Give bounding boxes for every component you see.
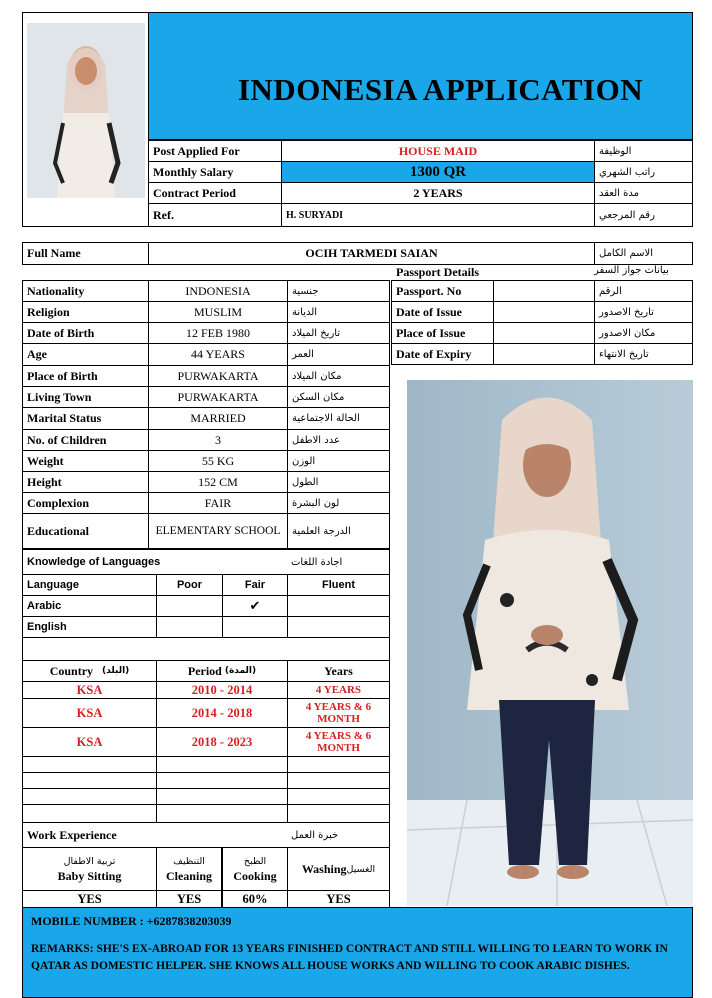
lang-arabic-fair: ✔	[222, 595, 288, 617]
religion-value: MUSLIM	[148, 301, 288, 323]
skill-washing-header	[287, 847, 390, 891]
passport-no-arabic: الرقم	[594, 280, 693, 302]
passport-no-value	[493, 280, 595, 302]
date-of-birth-arabic: تاريخ الميلاد	[287, 322, 390, 344]
weight-arabic: الوزن	[287, 450, 390, 472]
lang-arabic: Arabic	[22, 595, 157, 617]
post-arabic: الوظيفة	[594, 140, 693, 162]
full-body-photo	[407, 380, 693, 906]
lang-arabic-fluent	[287, 595, 390, 617]
nationality-label: Nationality	[22, 280, 149, 302]
passport-title-arabic: بيانات جواز السفر	[594, 265, 669, 276]
place-of-birth-label: Place of Birth	[22, 365, 149, 387]
skill-baby-sitting-arabic: تربية الاطفال	[63, 856, 116, 867]
title-banner	[148, 12, 693, 140]
living-town-label: Living Town	[22, 386, 149, 408]
mobile-number: MOBILE NUMBER : +6287838203039	[31, 914, 232, 928]
empty-cell	[156, 772, 288, 789]
expiry-label: Date of Expiry	[391, 343, 494, 365]
exp-period: 2010 - 2014	[156, 681, 288, 699]
post-label: Post Applied For	[148, 140, 282, 162]
lang-english: English	[22, 616, 157, 638]
skill-baby-sitting-value: YES	[22, 890, 157, 908]
religion-label: Religion	[22, 301, 149, 323]
nationality-arabic: جنسية	[287, 280, 390, 302]
skill-cooking-header	[222, 847, 288, 891]
portrait-photo-small	[22, 12, 149, 227]
skill-cleaning-arabic: التنظيف	[173, 856, 205, 867]
issue-place-arabic: مكان الاصدور	[594, 322, 693, 344]
skill-washing-value: YES	[287, 890, 390, 908]
age-arabic: العمر	[287, 343, 390, 366]
skill-washing-label: Washing	[301, 861, 347, 876]
complexion-arabic: لون البشرة	[287, 492, 390, 514]
expiry-value	[493, 343, 595, 365]
exp-years: 4 YEARS & 6 MONTH	[287, 698, 390, 728]
salary-label: Monthly Salary	[148, 161, 282, 183]
educational-value: ELEMENTARY SCHOOL	[148, 513, 288, 549]
skill-cleaning-header	[156, 847, 222, 891]
issue-date-arabic: تاريخ الاصدور	[594, 301, 693, 323]
contract-value: 2 YEARS	[281, 182, 595, 204]
age-label: Age	[22, 343, 149, 366]
age-value: 44 YEARS	[148, 343, 288, 366]
ref-arabic: رقم المرجعي	[594, 203, 693, 227]
page-title: INDONESIA APPLICATION	[237, 72, 644, 107]
skill-cooking-value: 60%	[222, 890, 288, 908]
skill-cleaning-label: Cleaning	[165, 869, 212, 883]
empty-cell	[22, 804, 157, 823]
empty-cell	[287, 804, 390, 823]
contract-arabic: مدة العقد	[594, 182, 693, 204]
date-of-birth-label: Date of Birth	[22, 322, 149, 344]
empty-cell	[22, 756, 157, 773]
issue-date-value	[493, 301, 595, 323]
ref-value: H. SURYADI	[281, 203, 595, 227]
skill-cooking-label: Cooking	[233, 869, 277, 883]
issue-date-label: Date of Issue	[391, 301, 494, 323]
weight-value: 55 KG	[148, 450, 288, 472]
height-arabic: الطول	[287, 471, 390, 493]
spacer-row	[22, 637, 390, 661]
skill-baby-sitting-label: Baby Sitting	[57, 869, 122, 883]
living-town-value: PURWAKARTA	[148, 386, 288, 408]
lang-arabic-poor	[156, 595, 223, 617]
exp-header-period	[156, 660, 288, 682]
skill-cooking-arabic: الطبخ	[243, 856, 267, 867]
exp-country: KSA	[22, 681, 157, 699]
exp-country: KSA	[22, 698, 157, 728]
religion-arabic: الديانة	[287, 301, 390, 323]
empty-cell	[287, 756, 390, 773]
lang-english-fluent	[287, 616, 390, 638]
living-town-arabic: مكان السكن	[287, 386, 390, 408]
exp-period: 2018 - 2023	[156, 727, 288, 757]
ref-label: Ref.	[148, 203, 282, 227]
marital-status-label: Marital Status	[22, 407, 149, 430]
footer-panel	[22, 907, 693, 998]
exp-header-period-en: Period	[187, 663, 222, 678]
height-label: Height	[22, 471, 149, 493]
passport-title: Passport Details	[396, 265, 479, 279]
languages-title: Knowledge of Languages	[22, 549, 288, 575]
fullname-arabic: الاسم الكامل	[594, 242, 693, 265]
issue-place-label: Place of Issue	[391, 322, 494, 344]
fullname-label: Full Name	[22, 242, 149, 265]
skill-baby-sitting-header	[22, 847, 157, 891]
no-of-children-value: 3	[148, 429, 288, 451]
date-of-birth-value: 12 FEB 1980	[148, 322, 288, 344]
lang-header-fair: Fair	[222, 574, 288, 596]
exp-years: 4 YEARS	[287, 681, 390, 699]
empty-cell	[22, 788, 157, 805]
place-of-birth-arabic: مكان الميلاد	[287, 365, 390, 387]
expiry-arabic: تاريخ الانتهاء	[594, 343, 693, 365]
lang-english-fair	[222, 616, 288, 638]
work-exp-title-arabic: خبرة العمل	[287, 822, 390, 848]
empty-cell	[287, 788, 390, 805]
empty-cell	[22, 772, 157, 789]
exp-header-country-ar: (البلد)	[102, 666, 130, 676]
complexion-value: FAIR	[148, 492, 288, 514]
lang-header-poor: Poor	[156, 574, 223, 596]
empty-cell	[156, 788, 288, 805]
issue-place-value	[493, 322, 595, 344]
no-of-children-arabic: عدد الاطفل	[287, 429, 390, 451]
exp-years: 4 YEARS & 6 MONTH	[287, 727, 390, 757]
exp-header-country-en: Country	[49, 663, 94, 678]
exp-country: KSA	[22, 727, 157, 757]
marital-status-arabic: الحالة الاجتماعية	[287, 407, 390, 430]
educational-label: Educational	[22, 513, 149, 549]
empty-cell	[156, 804, 288, 823]
empty-cell	[156, 756, 288, 773]
lang-header-fluent: Fluent	[287, 574, 390, 596]
exp-header-years: Years	[287, 660, 390, 682]
educational-arabic: الدرجة العلمية	[287, 513, 390, 549]
nationality-value: INDONESIA	[148, 280, 288, 302]
weight-label: Weight	[22, 450, 149, 472]
exp-header-period-ar: (المدة)	[224, 666, 257, 676]
no-of-children-label: No. of Children	[22, 429, 149, 451]
fullname-value: OCIH TARMEDI SAIAN	[148, 242, 595, 265]
remarks-text: REMARKS: SHE'S EX-ABROAD FOR 13 YEARS FINISHED CONTRACT AND STILL WILLING TO LEARN TO WORK IN QATAR AS DOMESTIC HELPER. SHE KNOWS ALL HOUSE WORKS AND WILLING TO COOK ARABIC DISHES.	[31, 943, 668, 972]
place-of-birth-value: PURWAKARTA	[148, 365, 288, 387]
post-value: HOUSE MAID	[281, 140, 595, 162]
complexion-label: Complexion	[22, 492, 149, 514]
salary-arabic: راتب الشهري	[594, 161, 693, 183]
height-value: 152 CM	[148, 471, 288, 493]
languages-title-arabic: اجادة اللغات	[287, 549, 390, 575]
skill-cleaning-value: YES	[156, 890, 222, 908]
exp-period: 2014 - 2018	[156, 698, 288, 728]
salary-value: 1300 QR	[281, 161, 595, 183]
exp-header-country	[22, 660, 157, 682]
contract-label: Contract Period	[148, 182, 282, 204]
empty-cell	[287, 772, 390, 789]
work-exp-title: Work Experience	[22, 822, 288, 848]
lang-english-poor	[156, 616, 223, 638]
lang-header-language: Language	[22, 574, 157, 596]
passport-no-label: Passport. No	[391, 280, 494, 302]
skill-washing-arabic: الغسيل	[346, 863, 376, 875]
marital-status-value: MARRIED	[148, 407, 288, 430]
